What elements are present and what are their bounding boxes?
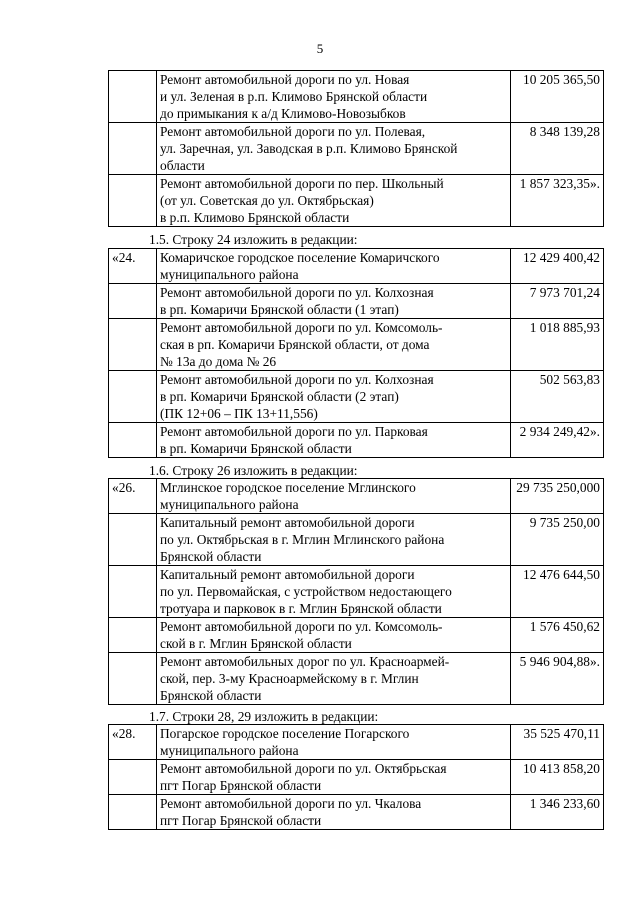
row-number: «26. <box>109 479 157 514</box>
row-number <box>109 618 157 653</box>
row-description: Ремонт автомобильной дороги по ул. Комсомоль- ской в г. Мглин Брянской области <box>157 618 511 653</box>
row-amount: 8 348 139,28 <box>511 123 604 175</box>
row-description: Мглинское городское поселение Мглинского муниципального района <box>157 479 511 514</box>
row-description: Ремонт автомобильной дороги по ул. Комсомоль- ская в рп. Комаричи Брянской области, от дома № 13а до дома № 26 <box>157 319 511 371</box>
table-row <box>109 653 604 705</box>
row-description: Погарское городское поселение Погарского муниципального района <box>157 725 511 760</box>
row-number <box>109 319 157 371</box>
amendment-note: 1.7. Строки 28, 29 изложить в редакции: <box>149 709 379 724</box>
row-description: Ремонт автомобильной дороги по пер. Школьный (от ул. Советская до ул. Октябрьская) в р.п. Климово Брянской области <box>157 175 511 227</box>
row-description: Ремонт автомобильной дороги по ул. Колхозная в рп. Комаричи Брянской области (2 этап) (ПК 12+06 – ПК 13+11,556) <box>157 371 511 423</box>
table-row <box>109 123 604 175</box>
table-row <box>109 566 604 618</box>
table-row <box>109 249 604 284</box>
table-row <box>109 371 604 423</box>
row-number <box>109 71 157 123</box>
row-number <box>109 123 157 175</box>
row-number <box>109 371 157 423</box>
table-row <box>109 618 604 653</box>
row-amount: 10 413 858,20 <box>511 760 604 795</box>
table-block-mglin <box>108 478 604 705</box>
amendment-note: 1.5. Строку 24 изложить в редакции: <box>149 232 358 247</box>
table-block-pogar <box>108 724 604 830</box>
table-row <box>109 479 604 514</box>
table-row <box>109 423 604 458</box>
page-number: 5 <box>316 41 324 56</box>
row-amount: 7 973 701,24 <box>511 284 604 319</box>
row-amount: 29 735 250,000 <box>511 479 604 514</box>
row-amount: 35 525 470,11 <box>511 725 604 760</box>
row-description: Ремонт автомобильной дороги по ул. Колхозная в рп. Комаричи Брянской области (1 этап) <box>157 284 511 319</box>
row-description: Капитальный ремонт автомобильной дороги по ул. Первомайская, с устройством недостающего тротуара и парковок в г. Мглин Брянской области <box>157 566 511 618</box>
row-description: Ремонт автомобильной дороги по ул. Парковая в рп. Комаричи Брянской области <box>157 423 511 458</box>
row-number <box>109 514 157 566</box>
table-row <box>109 319 604 371</box>
row-amount: 2 934 249,42». <box>511 423 604 458</box>
row-description: Ремонт автомобильной дороги по ул. Чкалова пгт Погар Брянской области <box>157 795 511 830</box>
row-number <box>109 284 157 319</box>
row-amount: 1 576 450,62 <box>511 618 604 653</box>
row-description: Ремонт автомобильной дороги по ул. Октябрьская пгт Погар Брянской области <box>157 760 511 795</box>
row-number <box>109 566 157 618</box>
row-number <box>109 175 157 227</box>
table-row <box>109 760 604 795</box>
row-amount: 1 018 885,93 <box>511 319 604 371</box>
row-amount: 1 346 233,60 <box>511 795 604 830</box>
amendment-note: 1.6. Строку 26 изложить в редакции: <box>149 463 358 478</box>
row-number <box>109 423 157 458</box>
row-description: Ремонт автомобильной дороги по ул. Полевая, ул. Заречная, ул. Заводская в р.п. Климово Брянской области <box>157 123 511 175</box>
row-amount: 9 735 250,00 <box>511 514 604 566</box>
row-description: Ремонт автомобильных дорог по ул. Красноармей- ской, пер. 3-му Красноармейскому в г. Мглин Брянской области <box>157 653 511 705</box>
table-block-komarichi <box>108 248 604 458</box>
table-row <box>109 71 604 123</box>
row-description: Капитальный ремонт автомобильной дороги по ул. Октябрьская в г. Мглин Мглинского района Брянской области <box>157 514 511 566</box>
row-number <box>109 653 157 705</box>
table-row <box>109 725 604 760</box>
table-row <box>109 514 604 566</box>
row-amount: 10 205 365,50 <box>511 71 604 123</box>
row-number <box>109 760 157 795</box>
row-number <box>109 795 157 830</box>
row-number: «28. <box>109 725 157 760</box>
table-row <box>109 284 604 319</box>
row-amount: 1 857 323,35». <box>511 175 604 227</box>
row-amount: 5 946 904,88». <box>511 653 604 705</box>
row-description: Ремонт автомобильной дороги по ул. Новая и ул. Зеленая в р.п. Климово Брянской области до примыкания к а/д Климово-Новозыбков <box>157 71 511 123</box>
row-amount: 12 476 644,50 <box>511 566 604 618</box>
row-amount: 502 563,83 <box>511 371 604 423</box>
table-row <box>109 795 604 830</box>
row-description: Комаричское городское поселение Комаричского муниципального района <box>157 249 511 284</box>
row-amount: 12 429 400,42 <box>511 249 604 284</box>
row-number: «24. <box>109 249 157 284</box>
table-block-klimovo <box>108 70 604 227</box>
table-row <box>109 175 604 227</box>
